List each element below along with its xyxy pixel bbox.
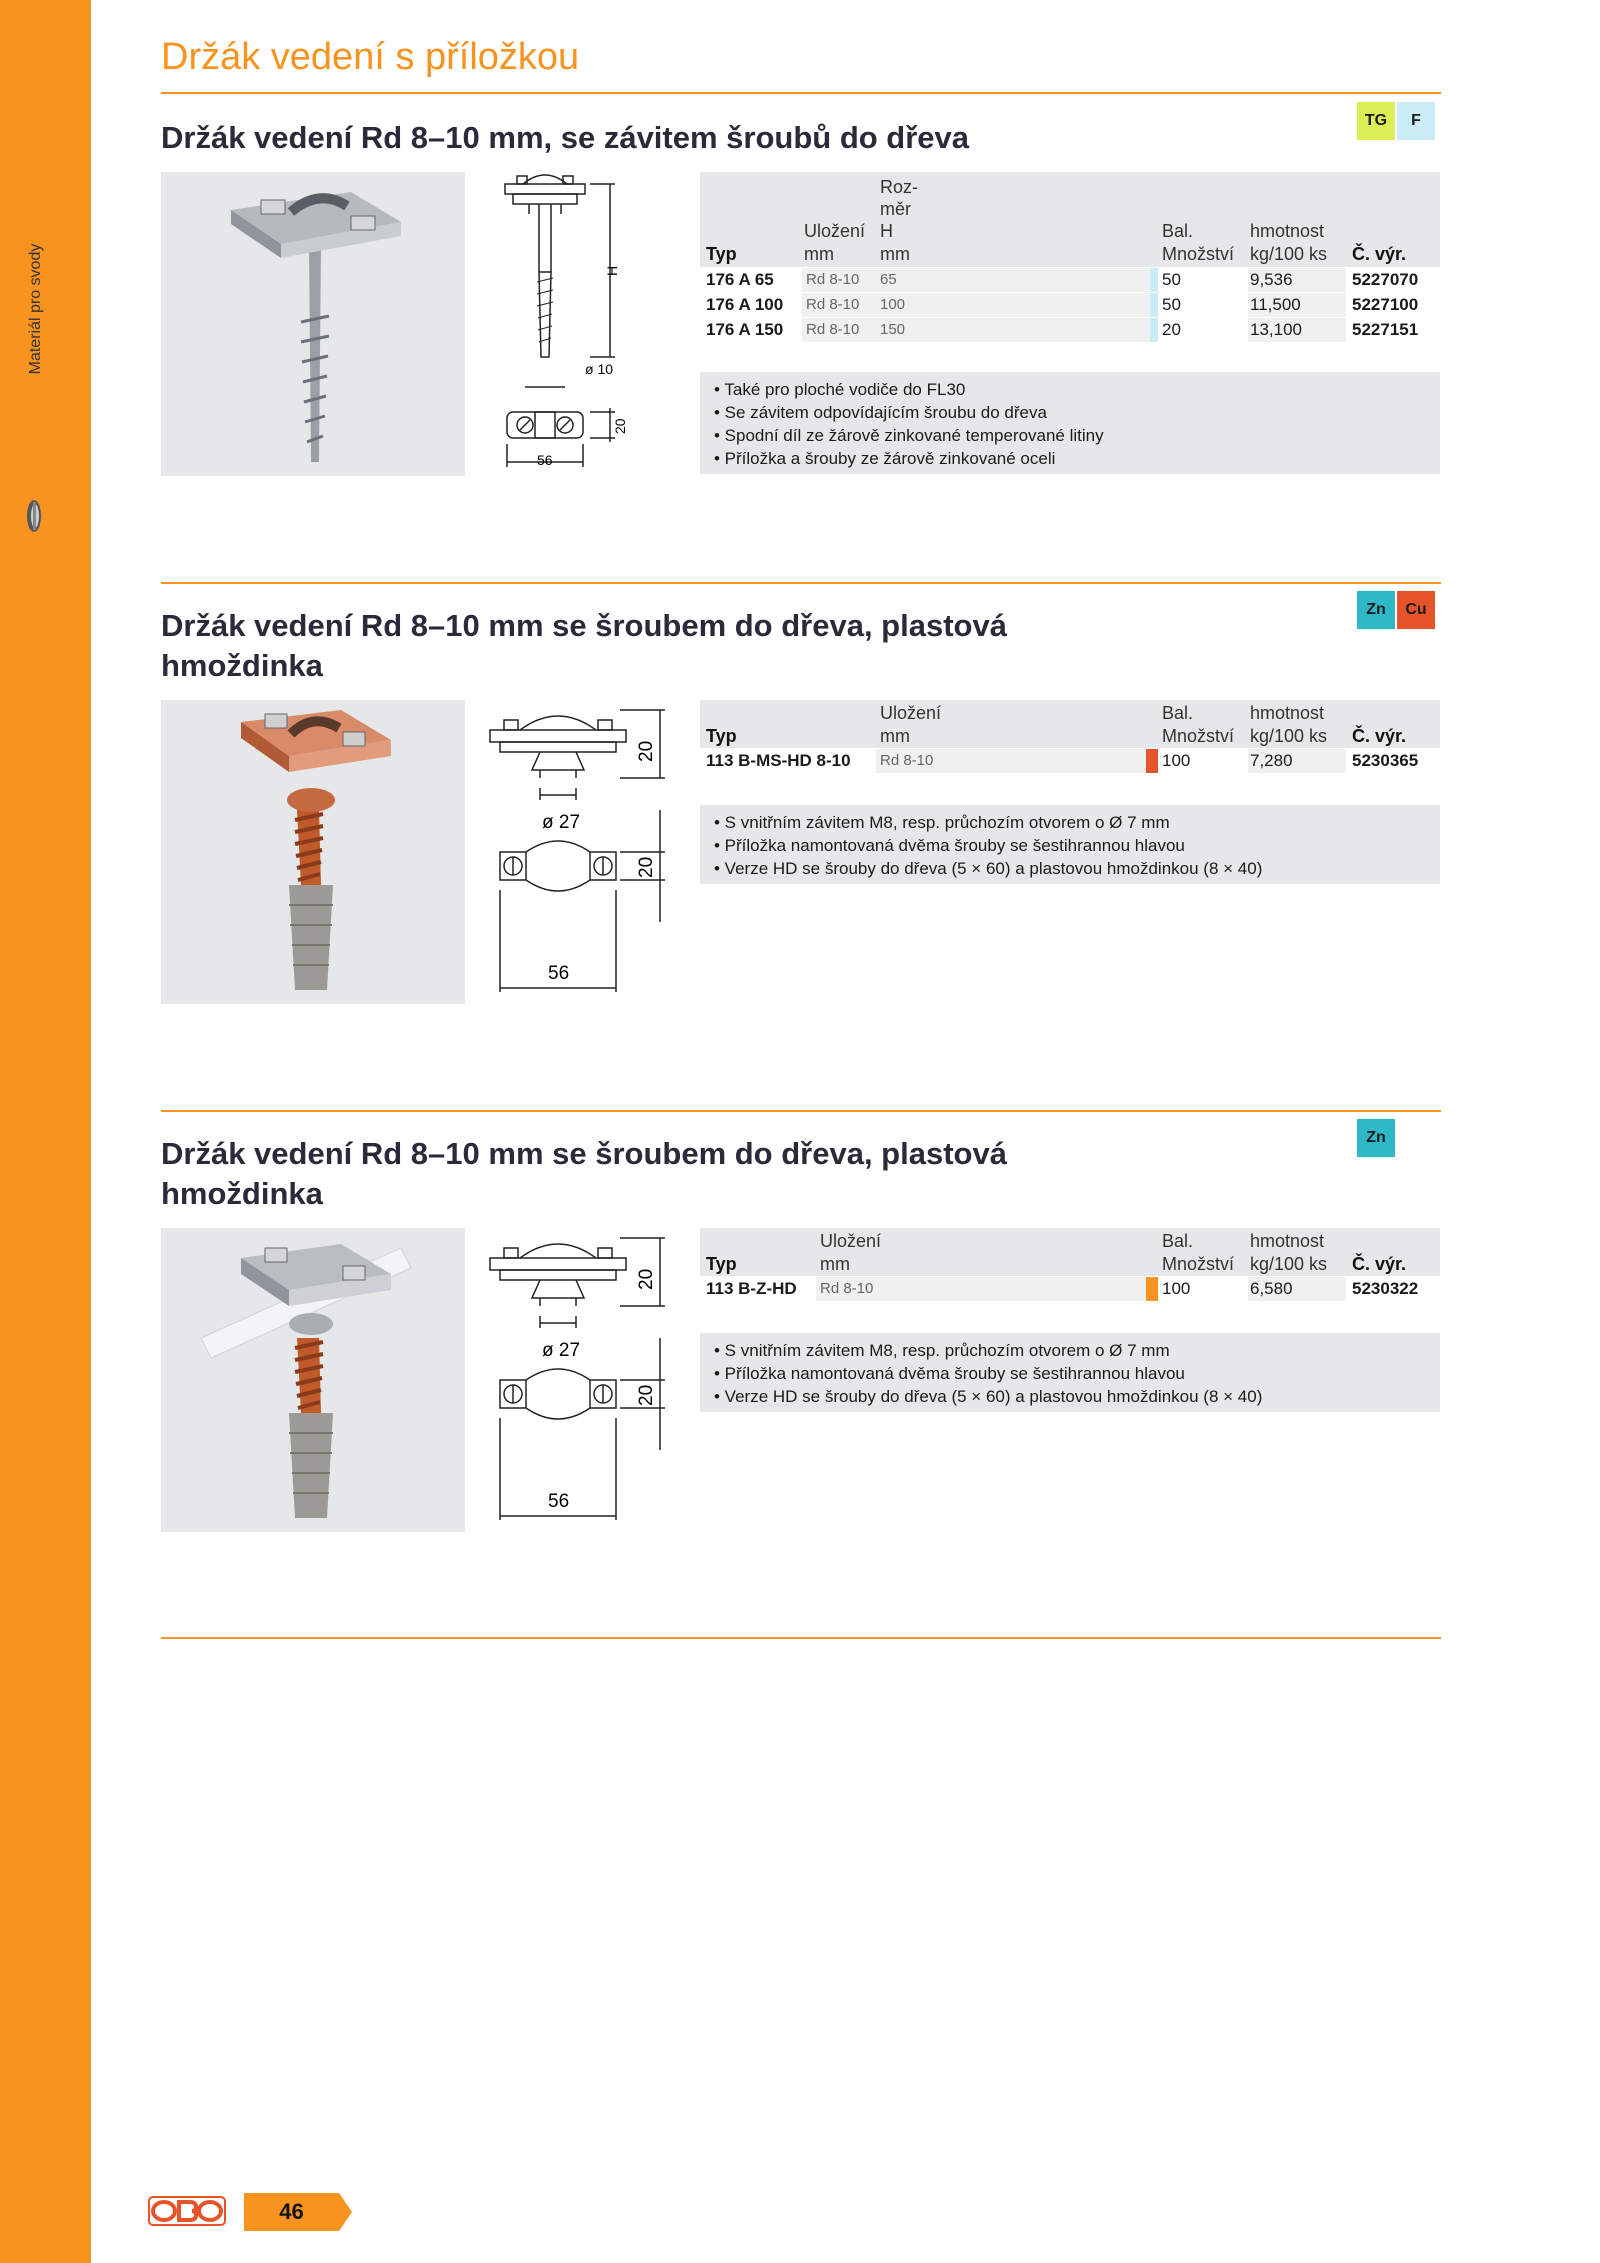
product-notes-113-z: • S vnitřním závitem M8, resp. průchozím otvorem o Ø 7 mm • Příložka namontovaná dvěma šrouby se šestihrannou hlavou • Verze HD se šrouby do dřeva (5 × 60) a plastovou hmoždinkou (8 × 40) [700, 1333, 1440, 1412]
svg-text:56: 56 [537, 452, 553, 468]
svg-text:56: 56 [548, 963, 570, 984]
table-row: 113 B-Z-HD Rd 8-10 100 6,580 5230322 [700, 1276, 1440, 1301]
svg-text:20: 20 [636, 1384, 657, 1406]
obo-logo [148, 2196, 226, 2226]
svg-text:H: H [604, 265, 620, 276]
product-notes-113-ms: • S vnitřním závitem M8, resp. průchozím otvorem o Ø 7 mm • Příložka namontovaná dvěma šrouby se šestihrannou hlavou • Verze HD se šrouby do dřeva (5 × 60) a plastovou hmoždinkou (8 × 40) [700, 805, 1440, 884]
section-title-2: Držák vedení Rd 8–10 mm se šroubem do dřeva, plastová hmoždinka [161, 608, 1007, 683]
svg-text:ø 10: ø 10 [585, 361, 614, 377]
product-photo-113-z [161, 1228, 465, 1532]
material-badge-zn: Zn [1357, 591, 1395, 629]
svg-text:56: 56 [548, 1491, 570, 1512]
divider [161, 1110, 1441, 1112]
sidebar [0, 0, 91, 2263]
svg-text:20: 20 [612, 418, 628, 434]
product-table-113-z: Uložení Bal. hmotnost Typ mm Množství kg/100 ks Č. výr. 113 B-Z-HD Rd 8-10 100 6,580 5230322 [700, 1228, 1440, 1301]
table-row: 176 A 100 Rd 8-10 100 50 11,500 5227100 [700, 292, 1440, 317]
svg-text:ø 27: ø 27 [542, 812, 581, 833]
svg-text:20: 20 [636, 740, 657, 762]
technical-drawing-113-ms [480, 700, 680, 1000]
svg-text:20: 20 [636, 856, 657, 878]
product-photo-176a [161, 172, 465, 476]
product-notes-176a: • Také pro ploché vodiče do FL30 • Se závitem odpovídajícím šroubu do dřeva • Spodní díl ze žárově zinkované temperované litiny • Příložka a šrouby ze žárově zinkované oceli [700, 372, 1440, 474]
divider [161, 92, 1441, 94]
product-table-113-ms: Uložení Bal. hmotnost Typ mm Množství kg/100 ks Č. výr. 113 B-MS-HD 8-10 Rd 8-10 100 7,280 5230365 [700, 700, 1440, 773]
product-photo-113-ms [161, 700, 465, 1004]
material-badge-f: F [1397, 102, 1435, 140]
sidebar-label: Materiál pro svody [27, 243, 44, 375]
section-title-1: Držák vedení Rd 8–10 mm, se závitem šroubů do dřeva [161, 120, 970, 155]
material-badge-zn: Zn [1357, 1119, 1395, 1157]
product-table-176a: Roz- měr Uložení H Bal. hmotnost Typ mm mm Množství kg/100 ks Č. výr. 176 A 65 Rd 8-10 65 50 9,536 5227070 176 A 100 Rd 8-10 100 50 11,500 5227100 176 A 150 Rd 8-10 150 20 13,100 5227151 [700, 172, 1440, 342]
technical-drawing-176a [495, 172, 670, 472]
svg-text:20: 20 [636, 1268, 657, 1290]
material-badge-cu: Cu [1397, 591, 1435, 629]
material-badge-tg: TG [1357, 102, 1395, 140]
table-row: 113 B-MS-HD 8-10 Rd 8-10 100 7,280 5230365 [700, 748, 1440, 773]
divider [161, 1637, 1441, 1639]
page-number: 46 [244, 2193, 352, 2231]
divider [161, 582, 1441, 584]
section-title-3: Držák vedení Rd 8–10 mm se šroubem do dřeva, plastová hmoždinka [161, 1136, 1007, 1211]
technical-drawing-113-z [480, 1228, 680, 1528]
page-title: Držák vedení s příložkou [161, 36, 580, 78]
table-row: 176 A 150 Rd 8-10 150 20 13,100 5227151 [700, 317, 1440, 342]
table-row: 176 A 65 Rd 8-10 65 50 9,536 5227070 [700, 267, 1440, 292]
cable-holder-icon [24, 496, 44, 536]
svg-text:ø 27: ø 27 [542, 1340, 581, 1361]
